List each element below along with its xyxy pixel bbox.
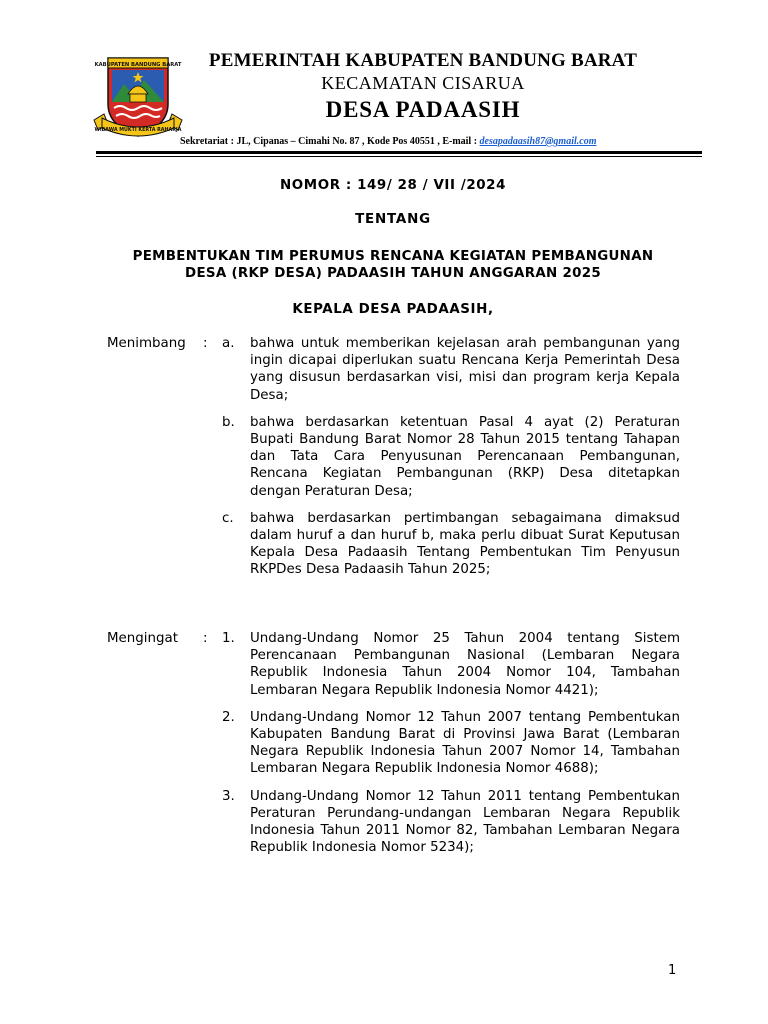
list-marker: 1. [222,631,235,646]
list-item-text: bahwa untuk memberikan kejelasan arah pembangunan yang ingin dicapai diperlukan suatu Rencana Kerja Pemerintah Desa yang disusun berdasarkan visi, misi dan program kerja Kepala Desa; [250,336,680,403]
decree-title-line2: DESA (RKP DESA) PADAASIH TAHUN ANGGARAN 2025 [185,266,601,282]
secretariat-text: Sekretariat : JL, Cipanas – Cimahi No. 87 , Kode Pos 40551 , E-mail : [180,136,480,147]
list-marker: c. [222,510,234,526]
list-item [222,788,680,857]
list-marker: 3. [222,788,235,804]
letterhead-divider-thin [96,156,702,157]
decree-issuer: KEPALA DESA PADAASIH, [292,302,494,317]
letterhead-government: PEMERINTAH KABUPATEN BANDUNG BARAT [208,50,638,71]
list-item-text: Undang-Undang Nomor 25 Tahun 2004 tentang Sistem Perencanaan Pembangunan Nasional (Lembaran Negara Republik Indonesia Tahun 2004 Nomor 104, Tambahan Lembaran Negara Republik Indonesia Nomor 4421); [250,631,680,698]
menimbang-label: Menimbang [107,336,186,351]
kabupaten-emblem-icon [90,46,186,142]
page-number: 1 [668,963,677,978]
decree-title [100,248,686,282]
mengingat-list [222,630,680,866]
secretariat-address [180,136,680,147]
mengingat-colon: : [203,631,208,646]
letterhead-district: KECAMATAN CISARUA [321,73,525,93]
menimbang-colon: : [203,336,208,351]
list-item-text: bahwa berdasarkan pertimbangan sebagaimana dimaksud dalam huruf a dan huruf b, maka perlu dibuat Surat Keputusan Kepala Desa Padaasih Tentang Pembentukan Tim Penyusun RKPDes Desa Padaasih Tahun 2025; [250,510,680,578]
svg-text:KABUPATEN BANDUNG BARAT: KABUPATEN BANDUNG BARAT [94,62,182,68]
decree-title-line1: PEMBENTUKAN TIM PERUMUS RENCANA KEGIATAN PEMBANGUNAN [132,249,654,264]
list-item [222,510,680,579]
list-item [222,414,680,500]
letterhead-village: DESA PADAASIH [325,97,521,122]
email-link[interactable]: desapadaasih87@gmail.com [479,136,597,147]
decree-number: NOMOR : 149/ 28 / VII /2024 [280,178,506,193]
list-marker: 2. [222,709,235,725]
list-item [222,709,680,778]
svg-text:WIBAWA MUKTI KERTA RAHARJA: WIBAWA MUKTI KERTA RAHARJA [94,128,182,133]
letterhead-divider-thick [96,151,702,154]
list-marker: b. [222,414,235,430]
menimbang-list [222,335,680,589]
list-item-text: Undang-Undang Nomor 12 Tahun 2007 tentang Pembentukan Kabupaten Bandung Barat di Provinsi Jawa Barat (Lembaran Negara Republik Indonesia Tahun 2007 Nomor 14, Tambahan Lembaran Negara Republik Indonesia Nomor 4688); [250,709,680,777]
list-item-text: bahwa berdasarkan ketentuan Pasal 4 ayat (2) Peraturan Bupati Bandung Barat Nomor 28 Tahun 2015 tentang Tahapan dan Tata Cara Penyusunan Perencanaan Pembangunan, Rencana Kegiatan Pembangunan (RKP) Desa ditetapkan dengan Peraturan Desa; [250,414,680,499]
decree-tentang: TENTANG [355,212,431,227]
list-item-text: Undang-Undang Nomor 12 Tahun 2011 tentang Pembentukan Peraturan Perundang-undangan Lembaran Negara Republik Indonesia Tahun 2011 Nomor 82, Tambahan Lembaran Negara Republik Indonesia Nomor 5234); [250,788,680,856]
list-item [222,630,680,699]
list-marker: a. [222,336,235,351]
letterhead [188,50,658,124]
mengingat-label: Mengingat [107,631,178,646]
list-item [222,335,680,404]
